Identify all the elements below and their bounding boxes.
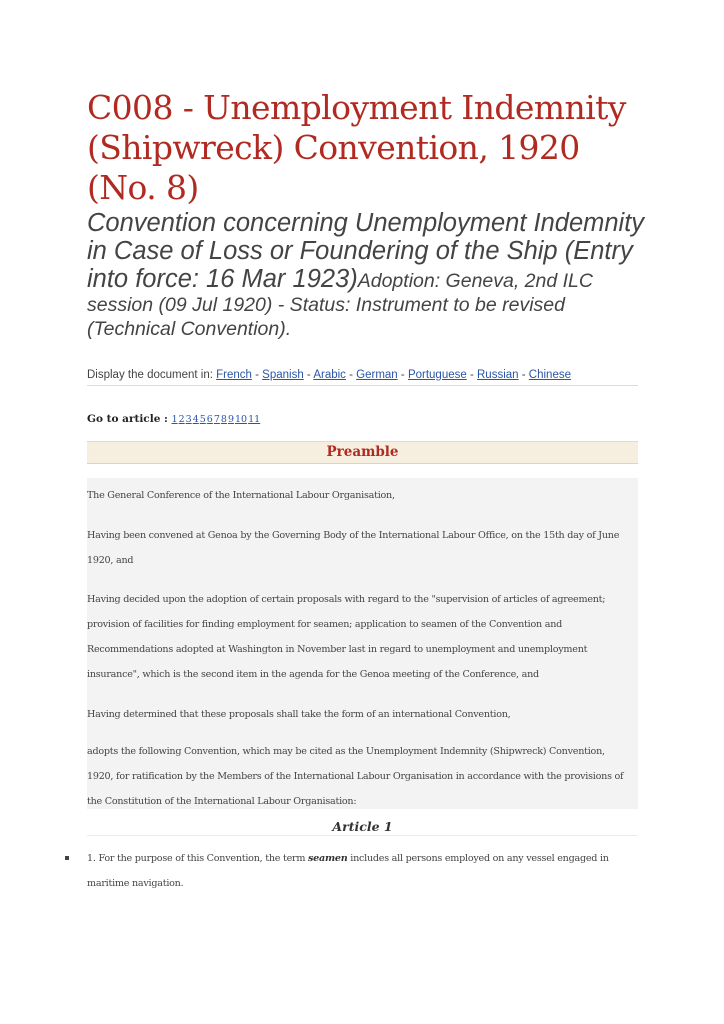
article-link-11[interactable]: 11 <box>248 414 261 425</box>
article-1-item <box>87 846 638 896</box>
article-link-6[interactable]: 6 <box>206 414 213 425</box>
subtitle-main: Convention concerning Unemployment Indemnity in Case of Loss or Foundering of the Ship (Entry into force: 16 Mar 1923) <box>87 209 645 293</box>
language-link-arabic[interactable]: Arabic <box>313 369 346 381</box>
article-item-text: 1. For the purpose of this Convention, the term <box>87 853 309 864</box>
article-link-7[interactable]: 7 <box>213 414 220 425</box>
separator: - <box>251 369 263 381</box>
subtitle-adoption: Adoption: Geneva, 2nd ILC session (09 Jul 1920) - Status: Instrument to be revised (Technical Convention). <box>87 270 593 340</box>
preamble-paragraph: Having been convened at Genoa by the Governing Body of the International Labour Office, on the 15th day of June 1920, and <box>87 530 620 566</box>
language-link-french[interactable]: French <box>216 369 252 381</box>
article-link-4[interactable]: 4 <box>192 414 199 425</box>
preamble-paragraph: Having decided upon the adoption of certain proposals with regard to the "supervision of articles of agreement; provision of facilities for finding employment for seamen; application to seamen of the Convention and Recommendations adopted at Washington in November last in regard to unemployment and unemployment insurance", which is the second item in the agenda for the Genoa meeting of the Conference, and <box>87 594 606 680</box>
separator: - <box>345 369 357 381</box>
language-link-portuguese[interactable]: Portuguese <box>407 369 467 381</box>
preamble-body <box>87 478 638 809</box>
article-link-2[interactable]: 2 <box>178 414 185 425</box>
separator: - <box>518 369 529 381</box>
article-link-8[interactable]: 8 <box>220 414 227 425</box>
article-navigation <box>87 413 261 425</box>
article-link-1[interactable]: 1 <box>171 414 178 425</box>
article-link-3[interactable]: 3 <box>185 414 192 425</box>
separator: - <box>466 369 477 381</box>
article-item-text: includes all persons employed on any vessel engaged in maritime navigation. <box>87 853 609 889</box>
language-link-chinese[interactable]: Chinese <box>528 369 571 381</box>
language-link-russian[interactable]: Russian <box>477 369 519 381</box>
article-link-10[interactable]: 10 <box>234 414 248 425</box>
language-selector <box>87 369 638 386</box>
language-link-german[interactable]: German <box>356 369 398 381</box>
goto-label: Go to article : <box>87 413 172 425</box>
defined-term: seamen <box>308 853 348 864</box>
preamble-paragraph: Having determined that these proposals shall take the form of an international Convention, <box>87 709 511 720</box>
separator: - <box>397 369 408 381</box>
article-1-heading: Article 1 <box>87 819 638 836</box>
preamble-heading: Preamble <box>87 441 638 464</box>
article-link-9[interactable]: 9 <box>227 414 234 425</box>
separator: - <box>303 369 314 381</box>
preamble-paragraph: adopts the following Convention, which may be cited as the Unemployment Indemnity (Shipwreck) Convention, 1920, for ratification by the Members of the International Labour Organisation in accordance with the provisions of the Constitution of the International Labour Organisation: <box>87 746 624 807</box>
preamble-paragraph: The General Conference of the International Labour Organisation, <box>87 490 395 501</box>
language-label: Display the document in: <box>87 369 217 381</box>
page-subtitle <box>87 209 647 341</box>
language-link-spanish[interactable]: Spanish <box>262 369 304 381</box>
article-link-5[interactable]: 5 <box>199 414 206 425</box>
bullet-icon <box>65 856 69 860</box>
page-title: C008 - Unemployment Indemnity (Shipwreck) Convention, 1920 (No. 8) <box>87 88 626 207</box>
